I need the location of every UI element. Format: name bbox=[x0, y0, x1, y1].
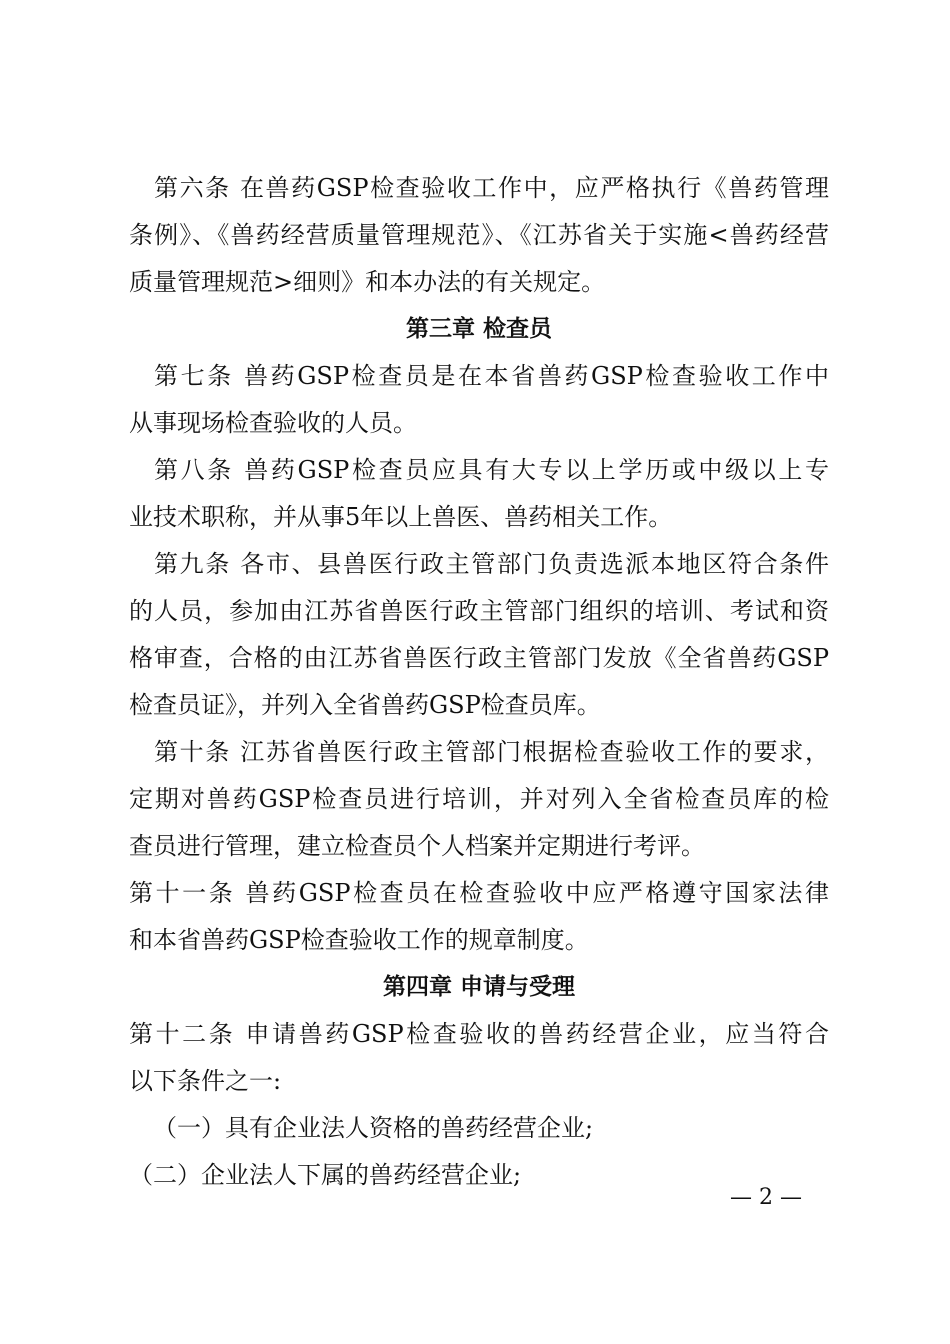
chapter-3-heading: 第三章 检查员 bbox=[405, 316, 552, 342]
article-8-line-1: 第八条 兽药GSP检查员应具有大专以上学历或中级以上专 bbox=[154, 456, 829, 484]
article-9-line-3: 格审查，合格的由江苏省兽医行政主管部门发放《全省兽药GSP bbox=[129, 644, 829, 672]
article-7-line-1: 第七条 兽药GSP检查员是在本省兽药GSP检查验收工作中 bbox=[154, 362, 829, 390]
article-12-line-1: 第十二条 申请兽药GSP检查验收的兽药经营企业，应当符合 bbox=[129, 1020, 829, 1048]
article-11-line-2: 和本省兽药GSP检查验收工作的规章制度。 bbox=[129, 926, 589, 954]
article-10-line-2: 定期对兽药GSP检查员进行培训，并对列入全省检查员库的检 bbox=[129, 785, 829, 813]
article-6-line-2: 条例》、《兽药经营质量管理规范》、《江苏省关于实施<兽药经营 bbox=[129, 221, 829, 249]
article-12-line-2: 以下条件之一: bbox=[129, 1067, 282, 1095]
article-7-line-2: 从事现场检查验收的人员。 bbox=[129, 409, 417, 437]
article-9-line-4: 检查员证》，并列入全省兽药GSP检查员库。 bbox=[129, 691, 601, 719]
article-10-line-1: 第十条 江苏省兽医行政主管部门根据检查验收工作的要求， bbox=[154, 738, 829, 766]
page-number: — 2 — bbox=[730, 1185, 802, 1210]
article-6-line-1: 第六条 在兽药GSP检查验收工作中，应严格执行《兽药管理 bbox=[154, 174, 829, 202]
article-8-line-2: 业技术职称，并从事5年以上兽医、兽药相关工作。 bbox=[129, 503, 673, 531]
chapter-4-heading: 第四章 申请与受理 bbox=[382, 974, 575, 1000]
article-10-line-3: 查员进行管理，建立检查员个人档案并定期进行考评。 bbox=[129, 832, 705, 860]
article-6-line-3: 质量管理规范>细则》和本办法的有关规定。 bbox=[129, 268, 606, 296]
article-12-item-2: （二）企业法人下属的兽药经营企业; bbox=[129, 1161, 522, 1189]
document-body bbox=[129, 165, 829, 1199]
article-9-line-1: 第九条 各市、县兽医行政主管部门负责选派本地区符合条件 bbox=[154, 550, 829, 578]
article-9-line-2: 的人员，参加由江苏省兽医行政主管部门组织的培训、考试和资 bbox=[129, 597, 829, 625]
article-11-line-1: 第十一条 兽药GSP检查员在检查验收中应严格遵守国家法律 bbox=[129, 879, 829, 907]
article-12-item-1: （一）具有企业法人资格的兽药经营企业; bbox=[153, 1114, 594, 1142]
